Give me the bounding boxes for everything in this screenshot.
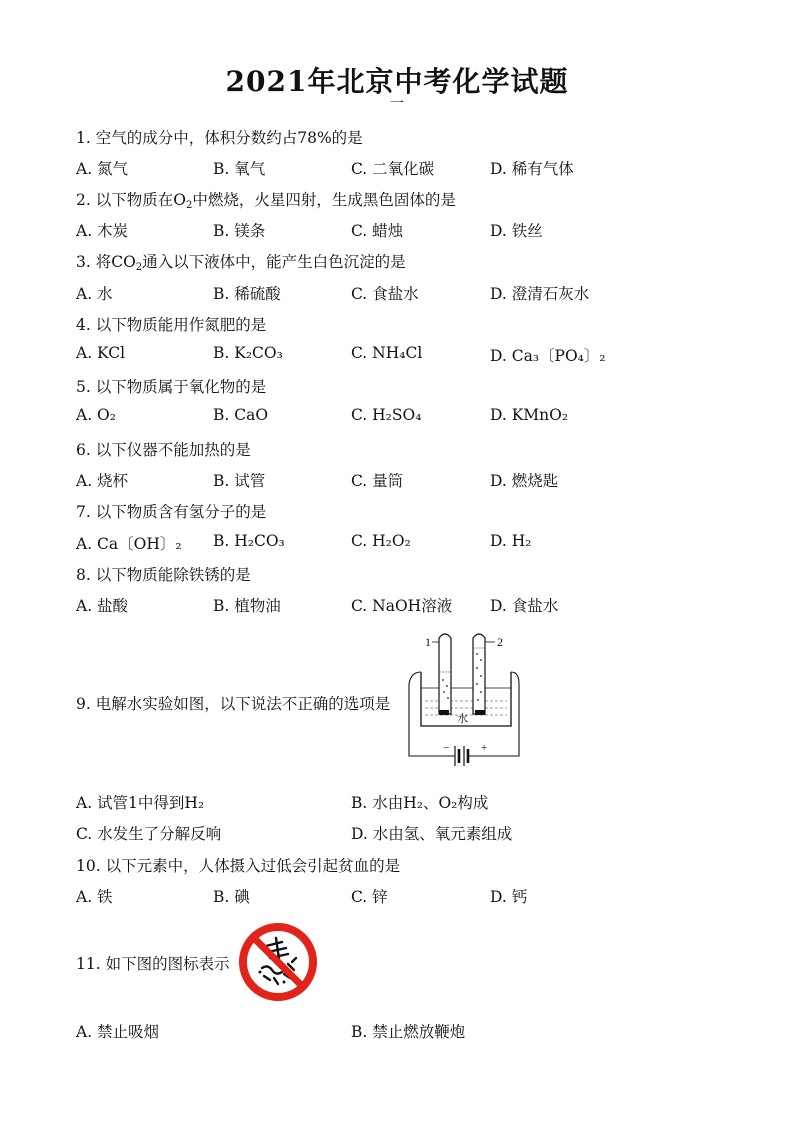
question-8-stem: 8. 以下物质能除铁锈的是 — [76, 566, 251, 584]
q8-option-a: A. 盐酸 — [76, 597, 129, 615]
tube-1-label: 1 — [425, 635, 431, 649]
q7-option-c: C. H₂O₂ — [351, 532, 411, 550]
q8-option-c: C. NaOH溶液 — [351, 597, 453, 615]
q3-option-c: C. 食盐水 — [351, 285, 419, 303]
q11-option-a: A. 禁止吸烟 — [76, 1023, 160, 1041]
q9-option-d: D. 水由氢、氧元素组成 — [351, 825, 513, 843]
question-10-stem: 10. 以下元素中，人体摄入过低会引起贫血的是 — [76, 857, 401, 875]
q2-option-d: D. 铁丝 — [490, 222, 543, 240]
q10-option-b: B. 碘 — [213, 888, 250, 906]
q9-option-b: B. 水由H₂、O₂构成 — [351, 794, 489, 812]
q1-option-b: B. 氧气 — [213, 160, 266, 178]
electrolysis-diagram — [405, 628, 523, 778]
q10-option-a: A. 铁 — [76, 888, 113, 906]
q7-option-d: D. H₂ — [490, 532, 532, 550]
q5-option-c: C. H₂SO₄ — [351, 406, 422, 424]
question-7-stem: 7. 以下物质含有氢分子的是 — [76, 503, 267, 521]
q11-option-b: B. 禁止燃放鞭炮 — [351, 1023, 466, 1041]
q10-option-c: C. 锌 — [351, 888, 388, 906]
q7-option-a: A. Ca〔OH〕₂ — [76, 535, 182, 553]
q7-option-b: B. H₂CO₃ — [213, 532, 285, 550]
q1-option-c: C. 二氧化碳 — [351, 160, 435, 178]
question-5-stem: 5. 以下物质属于氧化物的是 — [76, 378, 267, 396]
q6-option-a: A. 烧杯 — [76, 472, 129, 490]
q4-option-d: D. Ca₃〔PO₄〕₂ — [490, 347, 606, 365]
question-6-stem: 6. 以下仪器不能加热的是 — [76, 441, 251, 459]
q1-option-a: A. 氮气 — [76, 160, 129, 178]
question-11-stem: 11. 如下图的图标表示 — [76, 955, 230, 973]
q9-option-c: C. 水发生了分解反响 — [76, 825, 222, 843]
question-3-stem: 3. 将$CO_2$通入以下液体中，能产生白色沉淀的是 — [76, 253, 406, 273]
q6-option-b: B. 试管 — [213, 472, 266, 490]
question-1-stem: 1. 空气的成分中，体积分数约占78%的是 — [76, 129, 363, 147]
tube-2-label: 2 — [497, 635, 503, 649]
positive-terminal-label: + — [481, 742, 488, 754]
q2-option-c: C. 蜡烛 — [351, 222, 404, 240]
q6-option-d: D. 燃烧匙 — [490, 472, 559, 490]
negative-terminal-label: − — [443, 742, 450, 754]
q5-option-d: D. KMnO₂ — [490, 406, 569, 424]
q1-option-d: D. 稀有气体 — [490, 160, 574, 178]
section-number: 一 — [390, 96, 404, 112]
question-2-stem: 2. 以下物质在$O_2$中燃烧，火星四射，生成黑色固体的是 — [76, 191, 456, 211]
page-title: 2021年北京中考化学试题 — [225, 65, 569, 98]
question-4-stem: 4. 以下物质能用作氮肥的是 — [76, 316, 267, 334]
q5-option-a: A. O₂ — [76, 406, 116, 424]
q3-option-a: A. 水 — [76, 285, 113, 303]
no-firecrackers-sign-icon — [238, 922, 318, 1002]
q9-option-a: A. 试管1中得到H₂ — [76, 794, 205, 812]
q3-option-d: D. 澄清石灰水 — [490, 285, 590, 303]
q4-option-b: B. K₂CO₃ — [213, 344, 283, 362]
q6-option-c: C. 量筒 — [351, 472, 404, 490]
q10-option-d: D. 钙 — [490, 888, 528, 906]
q5-option-b: B. CaO — [213, 406, 269, 424]
q8-option-b: B. 植物油 — [213, 597, 281, 615]
q2-option-a: A. 木炭 — [76, 222, 129, 240]
water-label: 水 — [457, 713, 468, 725]
q8-option-d: D. 食盐水 — [490, 597, 559, 615]
q4-option-c: C. NH₄Cl — [351, 344, 423, 362]
question-9-stem: 9. 电解水实验如图，以下说法不正确的选项是 — [76, 695, 391, 713]
q4-option-a: A. KCl — [76, 344, 126, 362]
q3-option-b: B. 稀硫酸 — [213, 285, 281, 303]
q2-option-b: B. 镁条 — [213, 222, 266, 240]
